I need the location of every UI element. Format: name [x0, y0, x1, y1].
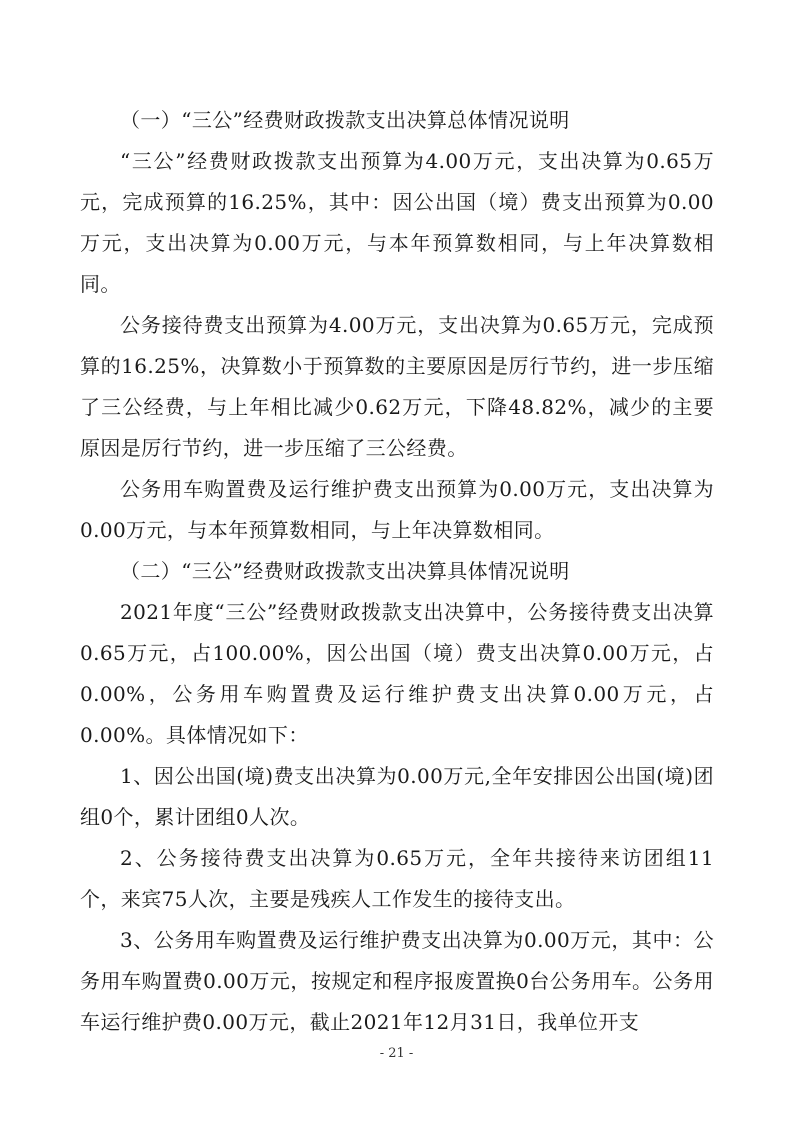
section-heading-overall: （一）“三公”经费财政拨款支出决算总体情况说明	[120, 108, 570, 132]
section-heading-detail: （二）“三公”经费财政拨款支出决算具体情况说明	[120, 559, 570, 583]
paragraph-reception-budget: 公务接待费支出预算为4.00万元，支出决算为0.65万元，完成预算的16.25%，决算数小于预算数的主要原因是厉行节约，进一步压缩了三公经费，与上年相比减少0.62万元，下降48.82%，减少的主要原因是厉行节约，进一步压缩了三公经费。	[80, 313, 714, 460]
document-body	[80, 100, 714, 1043]
paragraph-reception: 2、公务接待费支出决算为0.65万元，全年共接待来访团组11个，来宾75人次，主要是残疾人工作发生的接待支出。	[80, 846, 714, 911]
paragraph-overseas-travel: 1、因公出国(境)费支出决算为0.00万元,全年安排因公出国(境)团组0个，累计团组0人次。	[80, 764, 714, 829]
paragraph-total-budget: “三公”经费财政拨款支出预算为4.00万元，支出决算为0.65万元，完成预算的16.25%，其中：因公出国（境）费支出预算为0.00万元，支出决算为0.00万元，与本年预算数相同，与上年决算数相同。	[80, 149, 714, 296]
page-number: - 21 -	[379, 1046, 414, 1061]
paragraph-vehicle: 3、公务用车购置费及运行维护费支出决算为0.00万元，其中：公务用车购置费0.00万元，按规定和程序报废置换0台公务用车。公务用车运行维护费0.00万元，截止2021年12月31日，我单位开支	[80, 928, 714, 1034]
paragraph-vehicle-budget: 公务用车购置费及运行维护费支出预算为0.00万元，支出决算为0.00万元，与本年预算数相同，与上年决算数相同。	[80, 477, 714, 542]
paragraph-2021-summary: 2021年度“三公”经费财政拨款支出决算中，公务接待费支出决算0.65万元，占100.00%，因公出国（境）费支出决算0.00万元，占0.00%，公务用车购置费及运行维护费支出决算0.00万元，占0.00%。具体情况如下：	[80, 600, 714, 747]
